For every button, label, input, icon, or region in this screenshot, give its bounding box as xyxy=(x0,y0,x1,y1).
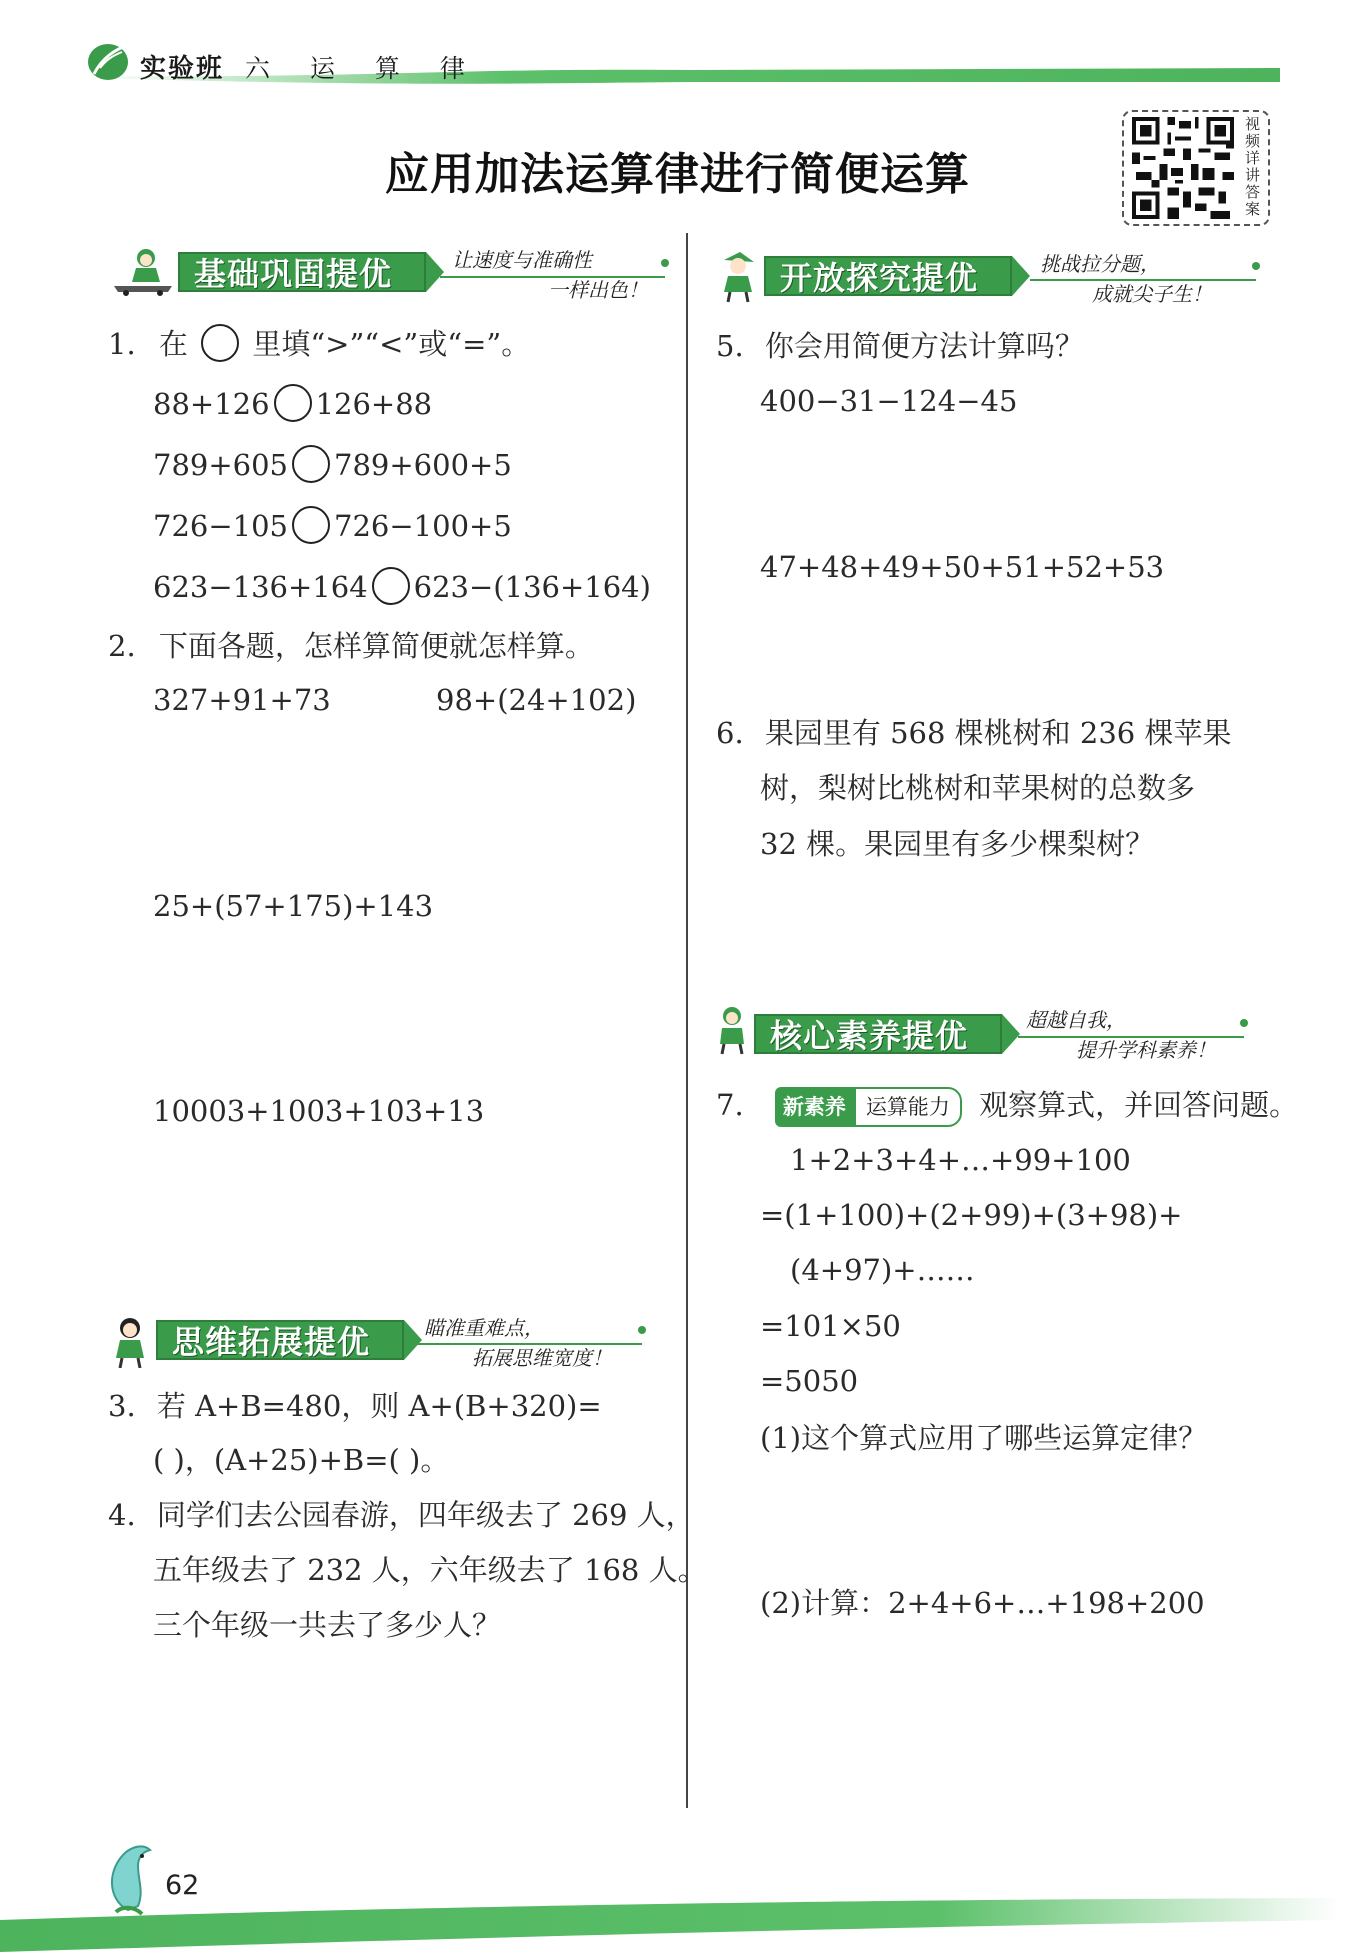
section-open-slogan-2: 成就尖子生！ xyxy=(1092,282,1212,306)
q4-line3: 三个年级一共去了多少人？ xyxy=(153,1608,502,1642)
banner-tip xyxy=(404,1320,422,1360)
q1-row-right: 623−(136+164) xyxy=(413,570,651,604)
q6-text: 果园里有 568 棵桃树和 236 棵苹果 xyxy=(764,716,1232,750)
q1-row-left: 88+126 xyxy=(153,387,270,421)
slogan-underline xyxy=(440,276,665,278)
section-open-banner: 开放探究提优 xyxy=(764,256,1012,296)
section-basic-slogan-2: 一样出色！ xyxy=(548,278,648,302)
q3-line1 xyxy=(108,1388,602,1424)
section-core-slogan-2: 提升学科素养！ xyxy=(1076,1038,1216,1062)
q7-line: =101×50 xyxy=(760,1309,901,1343)
q7-line: (4+97)+…… xyxy=(790,1253,975,1287)
q4-text: 同学们去公园春游，四年级去了 269 人， xyxy=(156,1498,695,1532)
lesson-title: 应用加法运算律进行简便运算 xyxy=(385,149,970,200)
q2-item: 10003+1003+103+13 xyxy=(153,1094,485,1128)
q2-item: 25+(57+175)+143 xyxy=(153,889,434,923)
slogan-underline xyxy=(1030,279,1256,281)
q1-row-left: 726−105 xyxy=(153,509,289,543)
section-core-slogan-1: 超越自我， xyxy=(1026,1008,1126,1032)
q3-number: 3. xyxy=(108,1389,136,1423)
q1-row xyxy=(153,508,512,547)
q6-line3: 32 棵。果园里有多少棵梨树？ xyxy=(760,827,1155,861)
ability-tag: 运算能力 xyxy=(854,1087,962,1127)
q5-item: 400−31−124−45 xyxy=(760,384,1018,418)
q4-line1 xyxy=(108,1497,695,1533)
q7-line: =5050 xyxy=(760,1364,859,1398)
q1-row xyxy=(153,569,651,608)
q5-prompt: 你会用简便方法计算吗？ xyxy=(764,329,1084,363)
slogan-underline xyxy=(416,1343,642,1345)
q1-row-left: 623−136+164 xyxy=(153,570,368,604)
book-title: 实验班 xyxy=(140,54,225,84)
leaf-logo-icon xyxy=(86,38,134,82)
q1-row xyxy=(153,447,512,486)
q6-number: 6. xyxy=(716,716,744,750)
mascot-core-icon xyxy=(710,1004,754,1056)
footer-green-band xyxy=(0,1880,1350,1952)
mascot-thinking-icon xyxy=(106,1314,156,1368)
pin-icon xyxy=(638,1326,646,1334)
section-core-banner: 核心素养提优 xyxy=(754,1014,1002,1054)
qr-code-icon[interactable] xyxy=(1127,113,1239,223)
chapter-title: 六 运 算 律 xyxy=(245,54,481,83)
dolphin-icon xyxy=(98,1840,160,1920)
q7-line: 1+2+3+4+…+99+100 xyxy=(790,1143,1131,1177)
compare-circle-icon[interactable] xyxy=(201,324,239,362)
slogan-underline xyxy=(1018,1036,1244,1038)
section-open-slogan-1: 挑战拉分题， xyxy=(1040,252,1160,276)
banner-tip xyxy=(1002,1014,1020,1054)
q2-item: 327+91+73 xyxy=(153,683,331,717)
q5-number: 5. xyxy=(716,329,744,363)
qr-label: 视频详讲答案 xyxy=(1245,115,1261,218)
q1-row-right: 726−100+5 xyxy=(334,509,512,543)
section-thinking-slogan-1: 瞄准重难点， xyxy=(424,1316,544,1340)
pin-icon xyxy=(661,259,669,267)
q1-row-right: 789+600+5 xyxy=(334,448,512,482)
q2-number: 2. xyxy=(108,629,136,663)
q2-prompt: 下面各题，怎样算简便就怎样算。 xyxy=(158,629,594,663)
banner-tip xyxy=(1012,256,1030,296)
q7-number: 7. xyxy=(716,1088,744,1122)
q4-line2: 五年级去了 232 人，六年级去了 168 人。 xyxy=(153,1553,707,1587)
pin-icon xyxy=(1252,262,1260,270)
q5 xyxy=(716,328,1084,364)
q1-prompt-a: 在 xyxy=(158,327,188,361)
q3-text: 若 A+B=480，则 A+(B+320)= xyxy=(156,1389,602,1423)
q1-number: 1. xyxy=(108,327,136,361)
mascot-skateboard-icon xyxy=(108,246,178,296)
mascot-explorer-icon xyxy=(714,250,764,304)
q5-item: 47+48+49+50+51+52+53 xyxy=(760,550,1165,584)
answer-circle[interactable] xyxy=(292,445,330,483)
answer-circle[interactable] xyxy=(292,506,330,544)
q1-row-left: 789+605 xyxy=(153,448,289,482)
section-thinking-banner: 思维拓展提优 xyxy=(156,1320,404,1360)
q2 xyxy=(108,628,594,664)
q6-line2: 树，梨树比桃树和苹果树的总数多 xyxy=(760,771,1196,805)
new-literacy-tag: 新素养 xyxy=(775,1087,854,1127)
pin-icon xyxy=(1240,1019,1248,1027)
q7-sub1: (1)这个算式应用了哪些运算定律？ xyxy=(760,1421,1208,1455)
q7-line: =(1+100)+(2+99)+(3+98)+ xyxy=(760,1198,1183,1232)
q2-item: 98+(24+102) xyxy=(436,683,637,717)
q7-sub2: (2)计算：2+4+6+…+198+200 xyxy=(760,1586,1205,1620)
q4-number: 4. xyxy=(108,1498,136,1532)
q7-prompt: 观察算式，并回答问题。 xyxy=(979,1088,1299,1122)
banner-tip xyxy=(426,252,444,292)
section-basic-slogan-1: 让速度与准确性 xyxy=(452,248,592,272)
q1-row xyxy=(153,386,432,425)
page-number: 62 xyxy=(165,1870,200,1901)
q1-prompt-b: 里填“>”“<”或“=”。 xyxy=(252,327,531,361)
q1 xyxy=(108,326,530,365)
q1-row-right: 126+88 xyxy=(315,387,433,421)
q3-line2: ( )，(A+25)+B=( )。 xyxy=(153,1443,450,1477)
section-basic-banner: 基础巩固提优 xyxy=(178,252,426,292)
answer-circle[interactable] xyxy=(274,384,312,422)
section-thinking-slogan-2: 拓展思维宽度！ xyxy=(472,1346,612,1370)
answer-circle[interactable] xyxy=(372,567,410,605)
q7 xyxy=(716,1087,1298,1127)
q6-line1 xyxy=(716,715,1231,751)
